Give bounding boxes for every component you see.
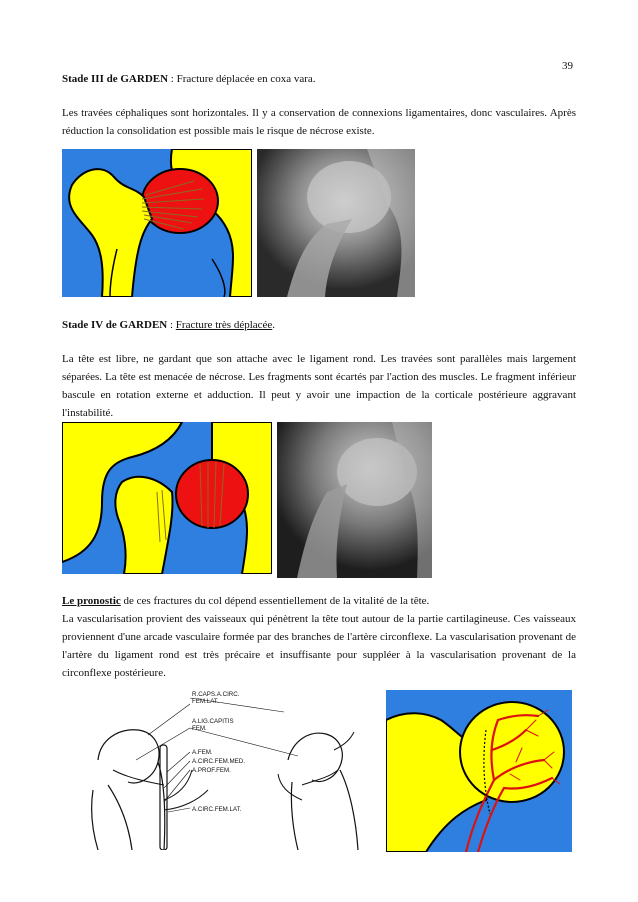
- label-a-prof-fem: A.PROF.FEM.: [192, 767, 231, 774]
- label-a-fem: A.FEM.: [192, 749, 213, 756]
- stage4-heading-bold: Stade IV de GARDEN: [62, 319, 168, 331]
- label-r-caps-a-circ: R.CAPS.A.CIRC.: [192, 691, 240, 698]
- prognosis-paragraph: La vascularisation provient des vaisseaux qui pénètrent la tête tout autour de la partie cartilagineuse. Ces vaisseaux proviennent d'une arcade vasculaire formée par des branches de l'artère circonflexe. La vascularisation provenant de l'artère du ligament rond est très précaire et insuffisante pour suppléer à la vascularisation provenant de la circonflexe postérieure.: [62, 613, 576, 679]
- stage4-radiograph: [277, 422, 432, 578]
- stage4-diagram: [62, 422, 272, 574]
- stage3-heading: [62, 70, 576, 88]
- label-fem: FEM.: [192, 725, 207, 732]
- prognosis-lead-rest: de ces fractures du col dépend essentiellement de la vitalité de la tête.: [120, 595, 430, 607]
- stage3-radiograph: [257, 149, 415, 297]
- label-a-circ-fem-lat: A.CIRC.FEM.LAT.: [192, 806, 242, 813]
- label-fem-lat: FEM.LAT.: [192, 698, 219, 705]
- stage3-diagram: [62, 149, 252, 297]
- stage3-paragraph: Les travées céphaliques sont horizontales. Il y a conservation de connexions ligamentaires, donc vasculaires. Après réduction la consolidation est possible mais le risque de nécrose existe.: [62, 107, 576, 137]
- stage4-heading-end: .: [272, 319, 276, 331]
- vascular-anatomy-drawing: [88, 690, 368, 850]
- label-a-circ-fem-med: A.CIRC.FEM.MED.: [192, 758, 245, 765]
- page-number: 39: [562, 60, 573, 72]
- prognosis-lead-bold: Le pronostic: [62, 595, 121, 607]
- stage3-heading-bold: Stade III de GARDEN: [62, 73, 169, 85]
- label-a-lig-capitis: A.LIG.CAPITIS: [192, 718, 234, 725]
- stage4-heading-sep: :: [167, 319, 176, 331]
- stage4-paragraph: La tête est libre, ne gardant que son attache avec le ligament rond. Les travées sont parallèles mais largement séparées. La tête est menacée de nécrose. Les fragments sont écartés par l'action des muscles. Le fragment inférieur bascule en rotation externe et adduction. Il peut y avoir une impaction de la corticale postérieure aggravant l'instabilité.: [62, 353, 576, 419]
- stage3-heading-rest: : Fracture déplacée en coxa vara.: [168, 73, 316, 85]
- vascular-color-diagram: [386, 690, 572, 852]
- prognosis-lead: [62, 592, 576, 610]
- stage4-heading-underlined: Fracture très déplacée: [175, 319, 273, 331]
- stage4-heading: [62, 316, 576, 334]
